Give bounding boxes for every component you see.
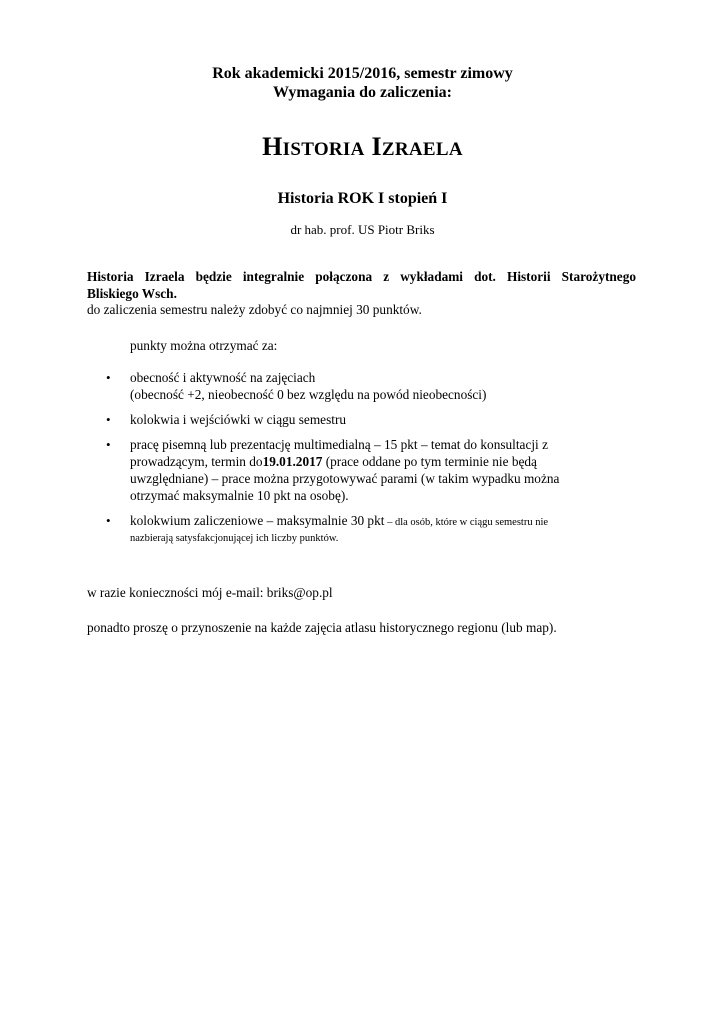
- atlas-note-text: ponadto proszę o przynoszenie na każde zajęcia atlasu historycznego regionu (lub map).: [87, 620, 557, 635]
- final-test-main: kolokwium zaliczeniowe – maksymalnie 30 pkt: [130, 513, 385, 528]
- list-item-quizzes: [106, 411, 620, 428]
- list-item-line: pracę pisemną lub prezentację multimedialną – 15 pkt – temat do konsultacji z: [130, 437, 548, 452]
- list-item-line: kolokwia i wejściówki w ciągu semestru: [130, 412, 347, 427]
- course-subtitle: Historia ROK I stopień I: [277, 190, 448, 207]
- bullet-icon: •: [106, 370, 111, 385]
- list-item-line: otrzymać maksymalnie 10 pkt na osobę).: [130, 488, 349, 503]
- points-for-text: punkty można otrzymać za:: [130, 338, 278, 353]
- intro-paragraph: [87, 268, 636, 302]
- deadline-suffix: (prace oddane po tym terminie nie będą: [322, 454, 537, 469]
- title-cap-i: I: [371, 132, 382, 161]
- min-points-text: do zaliczenia semestru należy zdobyć co najmniej 30 punktów.: [87, 302, 422, 317]
- list-item-line: (obecność +2, nieobecność 0 bez względu na powód nieobecności): [130, 387, 487, 402]
- list-item-line: [130, 512, 620, 531]
- list-item-written-work: [106, 436, 620, 504]
- deadline-date: 19.01.2017: [262, 454, 323, 469]
- list-item-line: uwzględniane) – prace można przygotowywać parami (w takim wypadku można: [130, 471, 560, 486]
- intro-line-2: Bliskiego Wsch.: [87, 286, 177, 301]
- list-item-attendance: [106, 369, 620, 403]
- contact-email-text: w razie konieczności mój e-mail: briks@op.pl: [87, 585, 333, 600]
- deadline-prefix: prowadzącym, termin do: [130, 454, 263, 469]
- final-test-note-line-2: nazbierają satysfakcjonującej ich liczby punktów.: [130, 533, 339, 544]
- requirements-heading: Wymagania do zaliczenia:: [273, 84, 452, 101]
- title-smallcaps-istoria: ISTORIA: [282, 139, 365, 160]
- final-test-note: – dla osób, które w ciągu semestru nie: [384, 517, 549, 528]
- list-item-line: obecność i aktywność na zajęciach: [130, 370, 316, 385]
- title-cap-h: H: [262, 132, 283, 161]
- course-title: [0, 132, 725, 165]
- bullet-icon: •: [106, 513, 111, 528]
- title-smallcaps-zraela: ZRAELA: [381, 139, 463, 160]
- list-item-line: [130, 453, 620, 470]
- intro-line-1: Historia Izraela będzie integralnie połączona z wykładami dot. Historii Starożytnego: [87, 269, 636, 284]
- academic-year-heading: Rok akademicki 2015/2016, semestr zimowy: [212, 65, 513, 82]
- list-item-final-test: [106, 512, 620, 546]
- bullet-icon: •: [106, 437, 111, 452]
- lecturer-name: dr hab. prof. US Piotr Briks: [290, 222, 435, 237]
- bullet-icon: •: [106, 412, 111, 427]
